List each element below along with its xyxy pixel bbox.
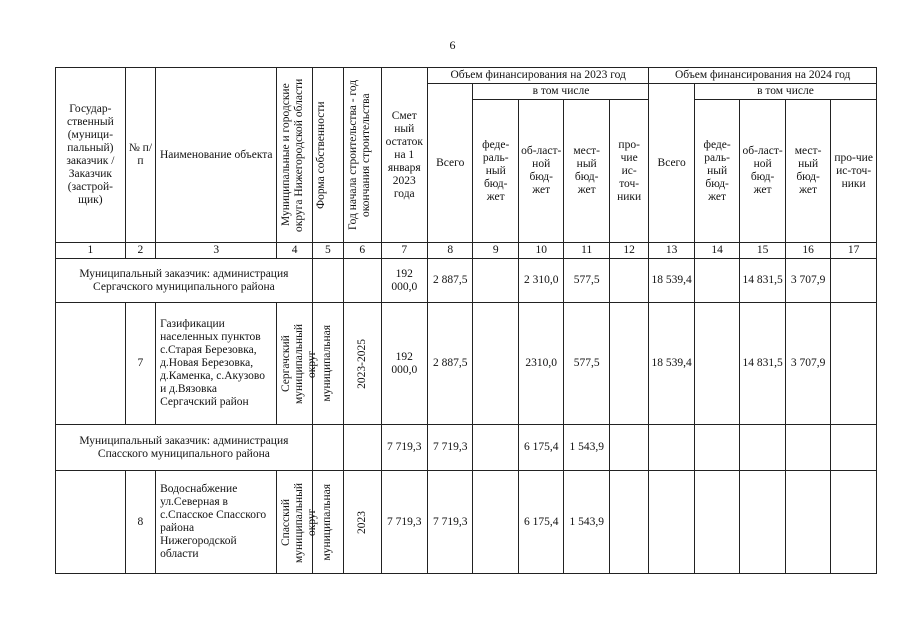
- federal-2024-value: [694, 259, 739, 303]
- col-number: 2: [125, 243, 155, 259]
- balance-value: 192 000,0: [381, 259, 428, 303]
- regional-2024-value: [740, 471, 785, 574]
- col-number: 7: [381, 243, 428, 259]
- balance-value: 7 719,3: [381, 425, 428, 471]
- col-number: 3: [156, 243, 277, 259]
- object-name: Газификации населенных пунктов с.Старая Березовка, д.Новая Березовка, д.Каменка, с.Акузово и д.Вязовка Сергачский район: [156, 303, 277, 425]
- object-municipality: Спасский муниципальный округ: [277, 471, 312, 574]
- column-number-row: [56, 243, 877, 259]
- object-name: Водоснабжение ул.Северная в с.Спасское Спасского района Нижегородской области: [156, 471, 277, 574]
- other-2024-value: [831, 425, 877, 471]
- col-number: 17: [831, 243, 877, 259]
- header-balance: Смет ный остаток на 1 января 2023 года: [381, 68, 428, 243]
- header-incl-2024: в том числе: [694, 84, 876, 100]
- local-2024-value: 3 707,9: [785, 303, 830, 425]
- regional-2023-value: 2310,0: [518, 303, 563, 425]
- regional-2024-value: 14 831,5: [740, 303, 785, 425]
- regional-2024-value: [740, 425, 785, 471]
- object-row: [56, 303, 877, 425]
- customer-row: [56, 259, 877, 303]
- col-number: 9: [473, 243, 518, 259]
- empty-cell: [344, 259, 381, 303]
- federal-2023-value: [473, 425, 518, 471]
- header-total-2024: Всего: [649, 84, 694, 243]
- total-2023-value: 2 887,5: [428, 303, 473, 425]
- federal-2024-value: [694, 425, 739, 471]
- empty-cell: [344, 425, 381, 471]
- total-2023-value: 7 719,3: [428, 425, 473, 471]
- total-2024-value: 18 539,4: [649, 259, 694, 303]
- col-number: 4: [277, 243, 312, 259]
- total-2023-value: 7 719,3: [428, 471, 473, 574]
- federal-2023-value: [473, 303, 518, 425]
- regional-2024-value: 14 831,5: [740, 259, 785, 303]
- empty-cell: [56, 471, 126, 574]
- empty-cell: [56, 303, 126, 425]
- col-number: 11: [564, 243, 609, 259]
- federal-2024-value: [694, 471, 739, 574]
- header-other-2024: про-чие ис-точ-ники: [831, 100, 877, 243]
- empty-cell: [312, 425, 343, 471]
- object-row: [56, 471, 877, 574]
- object-years: 2023: [344, 471, 381, 574]
- local-2023-value: 577,5: [564, 259, 609, 303]
- header-years: Год начала строительства - год окончания строительства: [344, 68, 381, 243]
- page-number: 6: [449, 38, 456, 52]
- total-2023-value: 2 887,5: [428, 259, 473, 303]
- header-municipality: Муниципальные и городские округа Нижегородской области: [277, 68, 312, 243]
- header-other-2023: про-чие ис-точ-ники: [609, 100, 648, 243]
- object-num: 8: [125, 471, 155, 574]
- col-number: 15: [740, 243, 785, 259]
- federal-2023-value: [473, 471, 518, 574]
- other-2023-value: [609, 471, 648, 574]
- federal-2024-value: [694, 303, 739, 425]
- balance-value: 7 719,3: [381, 471, 428, 574]
- total-2024-value: 18 539,4: [649, 303, 694, 425]
- other-2024-value: [831, 303, 877, 425]
- balance-value: 192 000,0: [381, 303, 428, 425]
- other-2023-value: [609, 259, 648, 303]
- object-municipality: Сергачский муниципальный округ: [277, 303, 312, 425]
- local-2023-value: 577,5: [564, 303, 609, 425]
- other-2023-value: [609, 303, 648, 425]
- header-incl-2023: в том числе: [473, 84, 649, 100]
- regional-2023-value: 6 175,4: [518, 471, 563, 574]
- customer-name: Муниципальный заказчик: администрация Спасского муниципального района: [56, 425, 313, 471]
- customer-name: Муниципальный заказчик: администрация Сергачского муниципального района: [56, 259, 313, 303]
- col-number: 5: [312, 243, 343, 259]
- local-2023-value: 1 543,9: [564, 425, 609, 471]
- financing-table: [55, 67, 877, 574]
- object-ownership: муниципальная: [312, 303, 343, 425]
- col-number: 8: [428, 243, 473, 259]
- header-num: № п/п: [125, 68, 155, 243]
- regional-2023-value: 6 175,4: [518, 425, 563, 471]
- total-2024-value: [649, 471, 694, 574]
- header-fin-2023: Объем финансирования на 2023 год: [428, 68, 649, 84]
- header-local-2024: мест-ный бюд-жет: [785, 100, 830, 243]
- header-regional-2023: об-ласт-ной бюд-жет: [518, 100, 563, 243]
- local-2024-value: 3 707,9: [785, 259, 830, 303]
- empty-cell: [312, 259, 343, 303]
- col-number: 10: [518, 243, 563, 259]
- customer-row: [56, 425, 877, 471]
- object-num: 7: [125, 303, 155, 425]
- other-2023-value: [609, 425, 648, 471]
- header-customer: Государ-ственный (муници-пальный) заказчик / Заказчик (застрой-щик): [56, 68, 126, 243]
- col-number: 1: [56, 243, 126, 259]
- header-federal-2024: феде-раль-ный бюд-жет: [694, 100, 739, 243]
- header-fin-2024: Объем финансирования на 2024 год: [649, 68, 877, 84]
- header-federal-2023: феде-раль-ный бюд-жет: [473, 100, 518, 243]
- local-2024-value: [785, 471, 830, 574]
- header-ownership: Форма собственности: [312, 68, 343, 243]
- local-2024-value: [785, 425, 830, 471]
- header-local-2023: мест-ный бюд-жет: [564, 100, 609, 243]
- regional-2023-value: 2 310,0: [518, 259, 563, 303]
- federal-2023-value: [473, 259, 518, 303]
- col-number: 14: [694, 243, 739, 259]
- local-2023-value: 1 543,9: [564, 471, 609, 574]
- total-2024-value: [649, 425, 694, 471]
- header-total-2023: Всего: [428, 84, 473, 243]
- object-ownership: муниципальная: [312, 471, 343, 574]
- header-regional-2024: об-ласт-ной бюд-жет: [740, 100, 785, 243]
- col-number: 13: [649, 243, 694, 259]
- object-years: 2023-2025: [344, 303, 381, 425]
- col-number: 6: [344, 243, 381, 259]
- other-2024-value: [831, 471, 877, 574]
- col-number: 12: [609, 243, 648, 259]
- other-2024-value: [831, 259, 877, 303]
- header-name: Наименование объекта: [156, 68, 277, 243]
- col-number: 16: [785, 243, 830, 259]
